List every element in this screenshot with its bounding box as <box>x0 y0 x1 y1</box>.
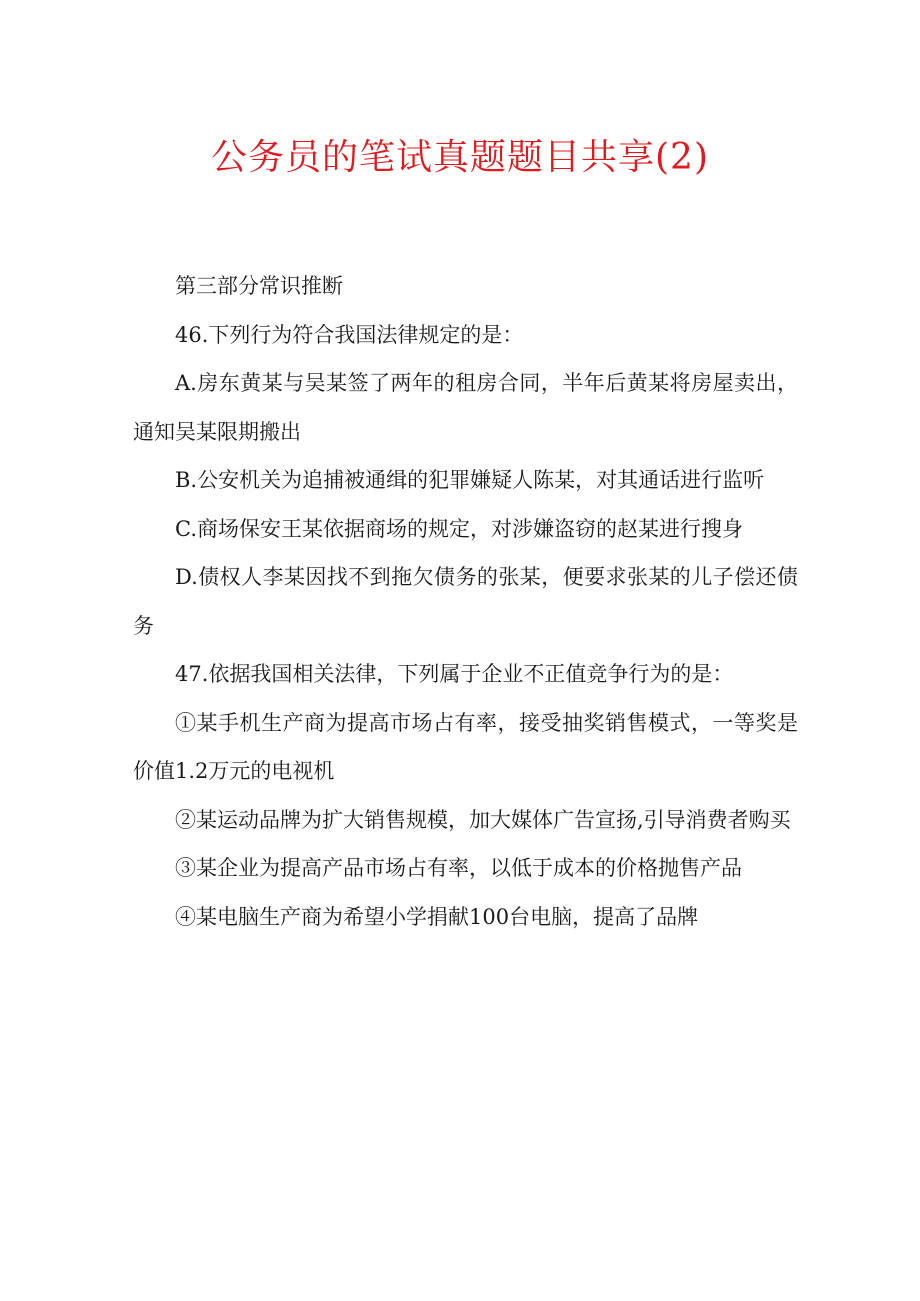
question-46: 46.下列行为符合我国法律规定的是： <box>175 322 524 347</box>
item-1: ①某手机生产商为提高市场占有率，接受抽奖销售模式，一等奖是价值1.2万元的电视机 <box>133 710 798 783</box>
item-4: ④某电脑生产商为希望小学捐献100台电脑，提高了品牌 <box>175 904 699 929</box>
item-2: ②某运动品牌为扩大销售规模，加大媒体广告宣扬,引导消费者购买 <box>175 807 791 832</box>
section-heading: 第三部分常识推断 <box>175 274 343 298</box>
question-47: 47.依据我国相关法律，下列属于企业不正值竞争行为的是： <box>175 662 734 686</box>
option-a: A.房东黄某与吴某签了两年的租房合同，半年后黄某将房屋卖出，通知吴某限期搬出 <box>133 371 798 444</box>
option-c: C.商场保安王某依据商场的规定，对涉嫌盗窃的赵某进行搜身 <box>175 516 743 541</box>
document-title: 公务员的笔试真题题目共享(2) <box>211 137 709 178</box>
document-body <box>133 262 798 941</box>
option-b: B.公安机关为追捕被通缉的犯罪嫌疑人陈某，对其通话进行监听 <box>175 468 765 492</box>
option-d: D.债权人李某因找不到拖欠债务的张某，便要求张某的儿子偿还债务 <box>133 565 798 638</box>
item-3: ③某企业为提高产品市场占有率，以低于成本的价格抛售产品 <box>175 856 742 880</box>
